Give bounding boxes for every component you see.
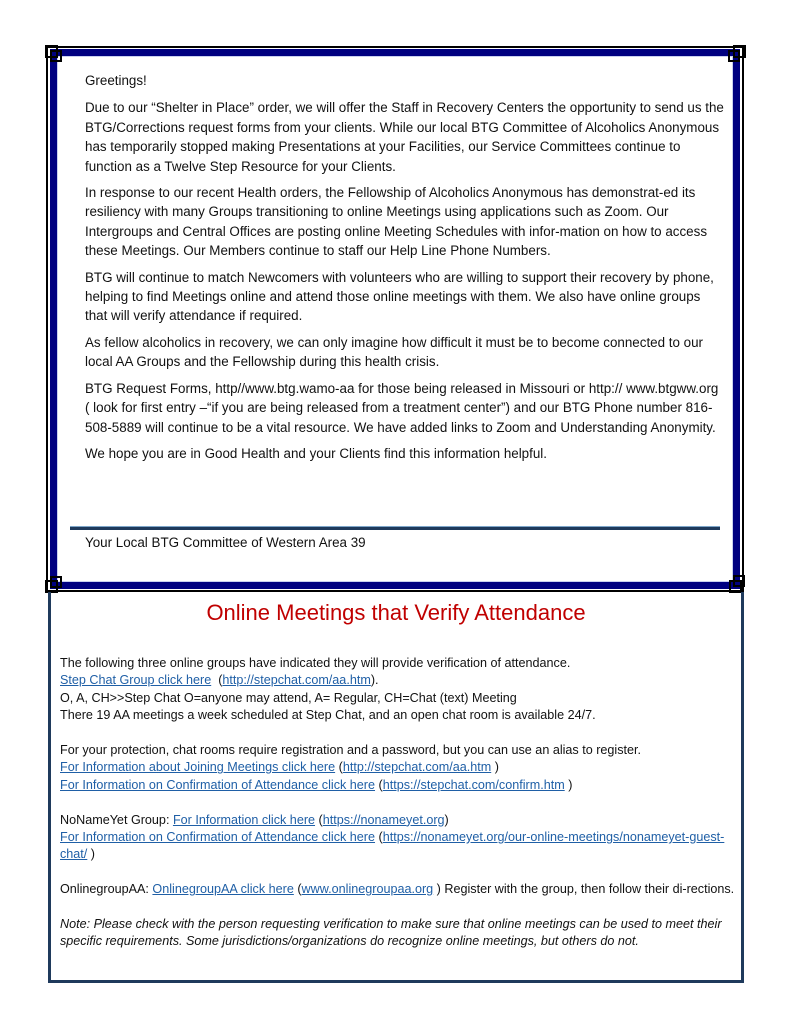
stepchat-legend: O, A, CH>>Step Chat O=anyone may attend, A= Regular, CH=Chat (text) Meeting: [60, 690, 517, 705]
corner-ornament-top-right-inner: [728, 50, 740, 62]
letter-paragraph-health-orders: In response to our recent Health orders, the Fellowship of Alcoholics Anonymous has demonstrat-ed its resiliency with many Groups transitioning to online Meetings using applications such as Zoom. Our Intergroups and Central Offices are posting online Meeting Schedules with infor-mation on how to access these Meetings. Our Members continue to staff our Help Line Phone Numbers.: [85, 185, 708, 259]
nonameyet-confirm-line: For Information on Confirmation of Attendance click here (https://nonameyet.org/our-online-meetings/nonameyet-guest-chat/ ): [60, 830, 725, 862]
onlinegroupaa-link[interactable]: OnlinegroupAA click here: [152, 882, 294, 897]
online-intro: The following three online groups have indicated they will provide verification of attendance.: [60, 656, 571, 670]
letter-body: [85, 60, 725, 470]
stepchat-joining-link[interactable]: For Information about Joining Meetings click here: [60, 760, 336, 775]
stepchat-url-link[interactable]: http://stepchat.com/aa.htm: [222, 673, 371, 688]
online-meetings-content: [60, 655, 740, 951]
stepchat-joining-url-link[interactable]: http://stepchat.com/aa.htm: [342, 760, 492, 775]
spacer: [60, 725, 740, 742]
stepchat-line: Step Chat Group click here (http://stepchat.com/aa.htm).: [60, 673, 379, 688]
letter-greeting: Greetings!: [85, 73, 147, 88]
letter-paragraph-newcomers: BTG will continue to match Newcomers with volunteers who are willing to support their recovery by phone, helping to find Meetings online and attend those online meetings with them. We also have online groups that will verify attendance if required.: [85, 269, 714, 324]
letter-paragraph-closing: We hope you are in Good Health and your Clients find this information helpful.: [85, 445, 547, 461]
onlinegroupaa-line: OnlinegroupAA: OnlinegroupAA click here (www.onlinegroupaa.org ) Register with the group, then follow their di-rections.: [60, 882, 735, 897]
stepchat-confirm-url-link[interactable]: https://stepchat.com/confirm.htm: [382, 777, 565, 792]
stepchat-confirm-link[interactable]: For Information on Confirmation of Attendance click here: [60, 777, 376, 792]
onlinegroupaa-instructions: Register with the group, then follow their di-rections.: [440, 882, 735, 897]
stepchat-confirm-line: For Information on Confirmation of Attendance click here (https://stepchat.com/confirm.htm ): [60, 777, 573, 792]
signature-divider: [70, 527, 720, 530]
stepchat-group-link[interactable]: Step Chat Group click here: [60, 673, 212, 688]
corner-ornament-bottom-left-inner: [50, 576, 62, 588]
onlinegroupaa-url-link[interactable]: www.onlinegroupaa.org: [301, 882, 434, 897]
spacer: [60, 899, 740, 916]
stepchat-schedule: There 19 AA meetings a week scheduled at Step Chat, and an open chat room is available 24/7.: [60, 708, 596, 723]
letter-paragraph-request-forms: BTG Request Forms, http//www.btg.wamo-aa for those being released in Missouri or http:// www.btgww.org ( look for first entry –“if you are being released from a treatment center”) and our BTG Phone number 816-508-5889 will continue to be a vital resource. We have added links to Zoom and Understanding Anonymity.: [85, 380, 719, 435]
nonameyet-label: NoNameYet Group:: [60, 812, 173, 827]
corner-ornament-bottom-right-inner: [733, 575, 745, 587]
nonameyet-confirm-url-link[interactable]: https://nonameyet.org/our-online-meetings/nonameyet-guest-chat/: [60, 830, 725, 862]
spacer: [60, 794, 740, 811]
verification-note: Note: Please check with the person requesting verification to make sure that online meetings can be used to meet their specific requirements. Some jurisdictions/organizations do recognize online meetings, but others do not.: [60, 917, 722, 949]
letter-paragraph-shelter-in-place: Due to our “Shelter in Place” order, we will offer the Staff in Recovery Centers the opportunity to send us the BTG/Corrections request forms from your clients. While our local BTG Committee of Alcoholics Anonymous has temporarily stopped making Presentations at your Facilities, our Service Committees continue to function as a Twelve Step Resource for your Clients.: [85, 100, 724, 174]
corner-ornament-top-left-inner: [50, 50, 62, 62]
nonameyet-confirm-link[interactable]: For Information on Confirmation of Attendance click here: [60, 830, 376, 845]
stepchat-joining-line: For Information about Joining Meetings click here (http://stepchat.com/aa.htm ): [60, 760, 499, 775]
nonameyet-info-link[interactable]: For Information click here: [172, 812, 316, 827]
letter-signature: Your Local BTG Committee of Western Area 39: [85, 535, 366, 550]
nonameyet-line: NoNameYet Group: For Information click here (https://nonameyet.org): [60, 812, 449, 827]
onlinegroupaa-label: OnlinegroupAA:: [60, 882, 153, 897]
stepchat-protection-note: For your protection, chat rooms require registration and a password, but you can use an alias to register.: [60, 743, 642, 758]
letter-paragraph-fellow-alcoholics: As fellow alcoholics in recovery, we can only imagine how difficult it must be to become connected to our local AA Groups and the Fellowship during this health crisis.: [85, 334, 704, 370]
nonameyet-url-link[interactable]: https://nonameyet.org: [322, 812, 445, 827]
spacer: [60, 864, 740, 881]
online-meetings-title: Online Meetings that Verify Attendance: [206, 600, 586, 625]
